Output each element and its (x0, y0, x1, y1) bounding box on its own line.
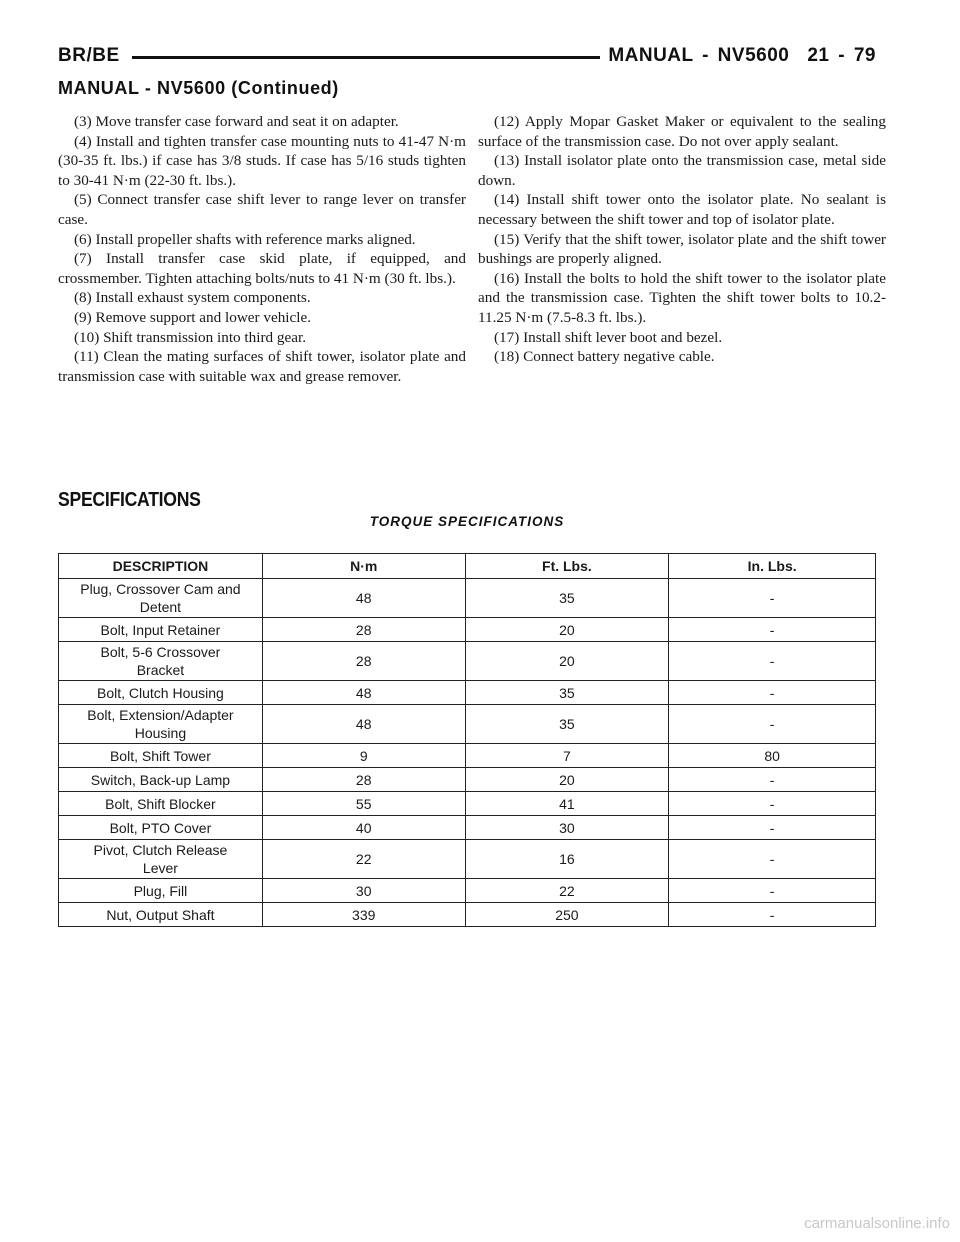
cell-nm: 28 (262, 642, 465, 681)
procedure-step: (4) Install and tighten transfer case mounting nuts to 41-47 N·m (30-35 ft. lbs.) if case has 3/8 studs. If case has 5/16 studs tighten to 30-41 N·m (22-30 ft. lbs.). (58, 132, 466, 189)
cell-nm: 48 (262, 681, 465, 705)
page-header (58, 40, 876, 72)
procedure-step: (16) Install the bolts to hold the shift tower to the isolator plate and the transmission case. Tighten the shift tower bolts to 10.2-11.25 N·m (7.5-8.3 ft. lbs.). (478, 269, 886, 326)
torque-specifications-table (58, 553, 876, 927)
description-line: Bolt, 5-6 Crossover (100, 644, 221, 660)
description-line: Nut, Output Shaft (106, 906, 215, 923)
cell-ftlbs: 20 (465, 768, 669, 792)
cell-ftlbs: 7 (465, 744, 669, 768)
left-column-text (58, 112, 466, 386)
description-line: Bolt, Extension/Adapter (87, 707, 234, 723)
description-line: Bolt, Shift Blocker (105, 795, 216, 812)
procedure-step: (18) Connect battery negative cable. (494, 348, 715, 366)
cell-ftlbs: 22 (465, 879, 669, 903)
header-section (600, 45, 876, 67)
description-line: Bolt, Input Retainer (100, 621, 221, 638)
table-row (59, 879, 876, 903)
procedure-step: (17) Install shift lever boot and bezel. (494, 328, 723, 346)
table-row (59, 681, 876, 705)
section-continued-title: MANUAL - NV5600 (Continued) (58, 78, 339, 98)
cell-description (59, 903, 263, 927)
description-line: Plug, Fill (133, 882, 188, 899)
cell-nm: 28 (262, 618, 465, 642)
cell-inlbs: - (669, 840, 876, 879)
cell-description (59, 816, 263, 840)
cell-inlbs: 80 (669, 744, 876, 768)
cell-nm: 22 (262, 840, 465, 879)
procedure-step: (5) Connect transfer case shift lever to range lever on transfer case. (58, 191, 466, 228)
cell-description (59, 768, 263, 792)
cell-nm: 30 (262, 879, 465, 903)
description-line: Bolt, Shift Tower (109, 747, 211, 764)
description-line: Switch, Back-up Lamp (90, 771, 231, 788)
table-row (59, 642, 876, 681)
table-row (59, 579, 876, 618)
cell-ftlbs: 20 (465, 618, 669, 642)
table-row (59, 705, 876, 744)
procedure-step: (6) Install propeller shafts with reference marks aligned. (74, 230, 416, 248)
cell-inlbs: - (669, 681, 876, 705)
cell-inlbs: - (669, 879, 876, 903)
description-line: Detent (139, 599, 182, 615)
cell-inlbs: - (669, 768, 876, 792)
cell-nm: 9 (262, 744, 465, 768)
procedure-step: (9) Remove support and lower vehicle. (74, 308, 312, 326)
table-header-row (59, 554, 876, 579)
table-row (59, 768, 876, 792)
cell-nm: 28 (262, 768, 465, 792)
cell-inlbs: - (669, 792, 876, 816)
cell-description (59, 642, 263, 681)
description-line: Bracket (136, 662, 185, 678)
description-line: Lever (142, 860, 178, 876)
watermark: carmanualsonline.info (804, 1215, 950, 1232)
table-row (59, 744, 876, 768)
column-header-ftlbs: Ft. Lbs. (465, 554, 669, 579)
table-row (59, 618, 876, 642)
cell-ftlbs: 35 (465, 681, 669, 705)
cell-ftlbs: 41 (465, 792, 669, 816)
cell-description (59, 879, 263, 903)
description-line: Bolt, PTO Cover (109, 819, 212, 836)
cell-description (59, 579, 263, 618)
description-line: Plug, Crossover Cam and (80, 581, 241, 597)
description-line: Housing (134, 725, 187, 741)
column-header-inlbs: In. Lbs. (669, 554, 876, 579)
specifications-heading: SPECIFICATIONS (58, 489, 201, 511)
cell-ftlbs: 250 (465, 903, 669, 927)
header-page-number: 21 - 79 (807, 45, 876, 66)
cell-ftlbs: 20 (465, 642, 669, 681)
cell-nm: 48 (262, 579, 465, 618)
cell-description (59, 618, 263, 642)
cell-ftlbs: 35 (465, 705, 669, 744)
cell-inlbs: - (669, 816, 876, 840)
cell-nm: 55 (262, 792, 465, 816)
cell-nm: 40 (262, 816, 465, 840)
cell-inlbs: - (669, 903, 876, 927)
header-model: BR/BE (58, 45, 128, 67)
table-row (59, 903, 876, 927)
right-column-text (478, 112, 886, 367)
procedure-step: (8) Install exhaust system components. (74, 289, 311, 307)
cell-inlbs: - (669, 579, 876, 618)
cell-ftlbs: 35 (465, 579, 669, 618)
cell-description (59, 840, 263, 879)
cell-description (59, 744, 263, 768)
torque-table-title: TORQUE SPECIFICATIONS (369, 514, 565, 529)
procedure-step: (15) Verify that the shift tower, isolator plate and the shift tower bushings are properly aligned. (478, 230, 886, 268)
cell-description (59, 681, 263, 705)
cell-description (59, 792, 263, 816)
cell-inlbs: - (669, 705, 876, 744)
procedure-step: (12) Apply Mopar Gasket Maker or equivalent to the sealing surface of the transmission case. Do not over apply sealant. (478, 113, 886, 150)
procedure-step: (10) Shift transmission into third gear. (74, 328, 307, 346)
header-rule (132, 56, 628, 59)
cell-inlbs: - (669, 642, 876, 681)
procedure-step: (7) Install transfer case skid plate, if equipped, and crossmember. Tighten attaching bolts/nuts to 41 N·m (30 ft. lbs.). (58, 250, 466, 287)
cell-nm: 339 (262, 903, 465, 927)
header-section-title: MANUAL - NV5600 (608, 45, 790, 66)
table-row (59, 840, 876, 879)
table-row (59, 792, 876, 816)
cell-description (59, 705, 263, 744)
procedure-step: (3) Move transfer case forward and seat it on adapter. (74, 113, 399, 130)
cell-inlbs: - (669, 618, 876, 642)
procedure-step: (11) Clean the mating surfaces of shift tower, isolator plate and transmission case with suitable wax and grease remover. (58, 348, 466, 385)
procedure-step: (14) Install shift tower onto the isolator plate. No sealant is necessary between the shift tower and top of isolator plate. (478, 191, 886, 228)
column-header-nm: N·m (262, 554, 465, 579)
cell-nm: 48 (262, 705, 465, 744)
cell-ftlbs: 30 (465, 816, 669, 840)
description-line: Bolt, Clutch Housing (97, 684, 224, 701)
column-header-description: DESCRIPTION (59, 554, 263, 579)
cell-ftlbs: 16 (465, 840, 669, 879)
procedure-step: (13) Install isolator plate onto the transmission case, metal side down. (478, 152, 886, 189)
description-line: Pivot, Clutch Release (93, 842, 228, 858)
table-row (59, 816, 876, 840)
